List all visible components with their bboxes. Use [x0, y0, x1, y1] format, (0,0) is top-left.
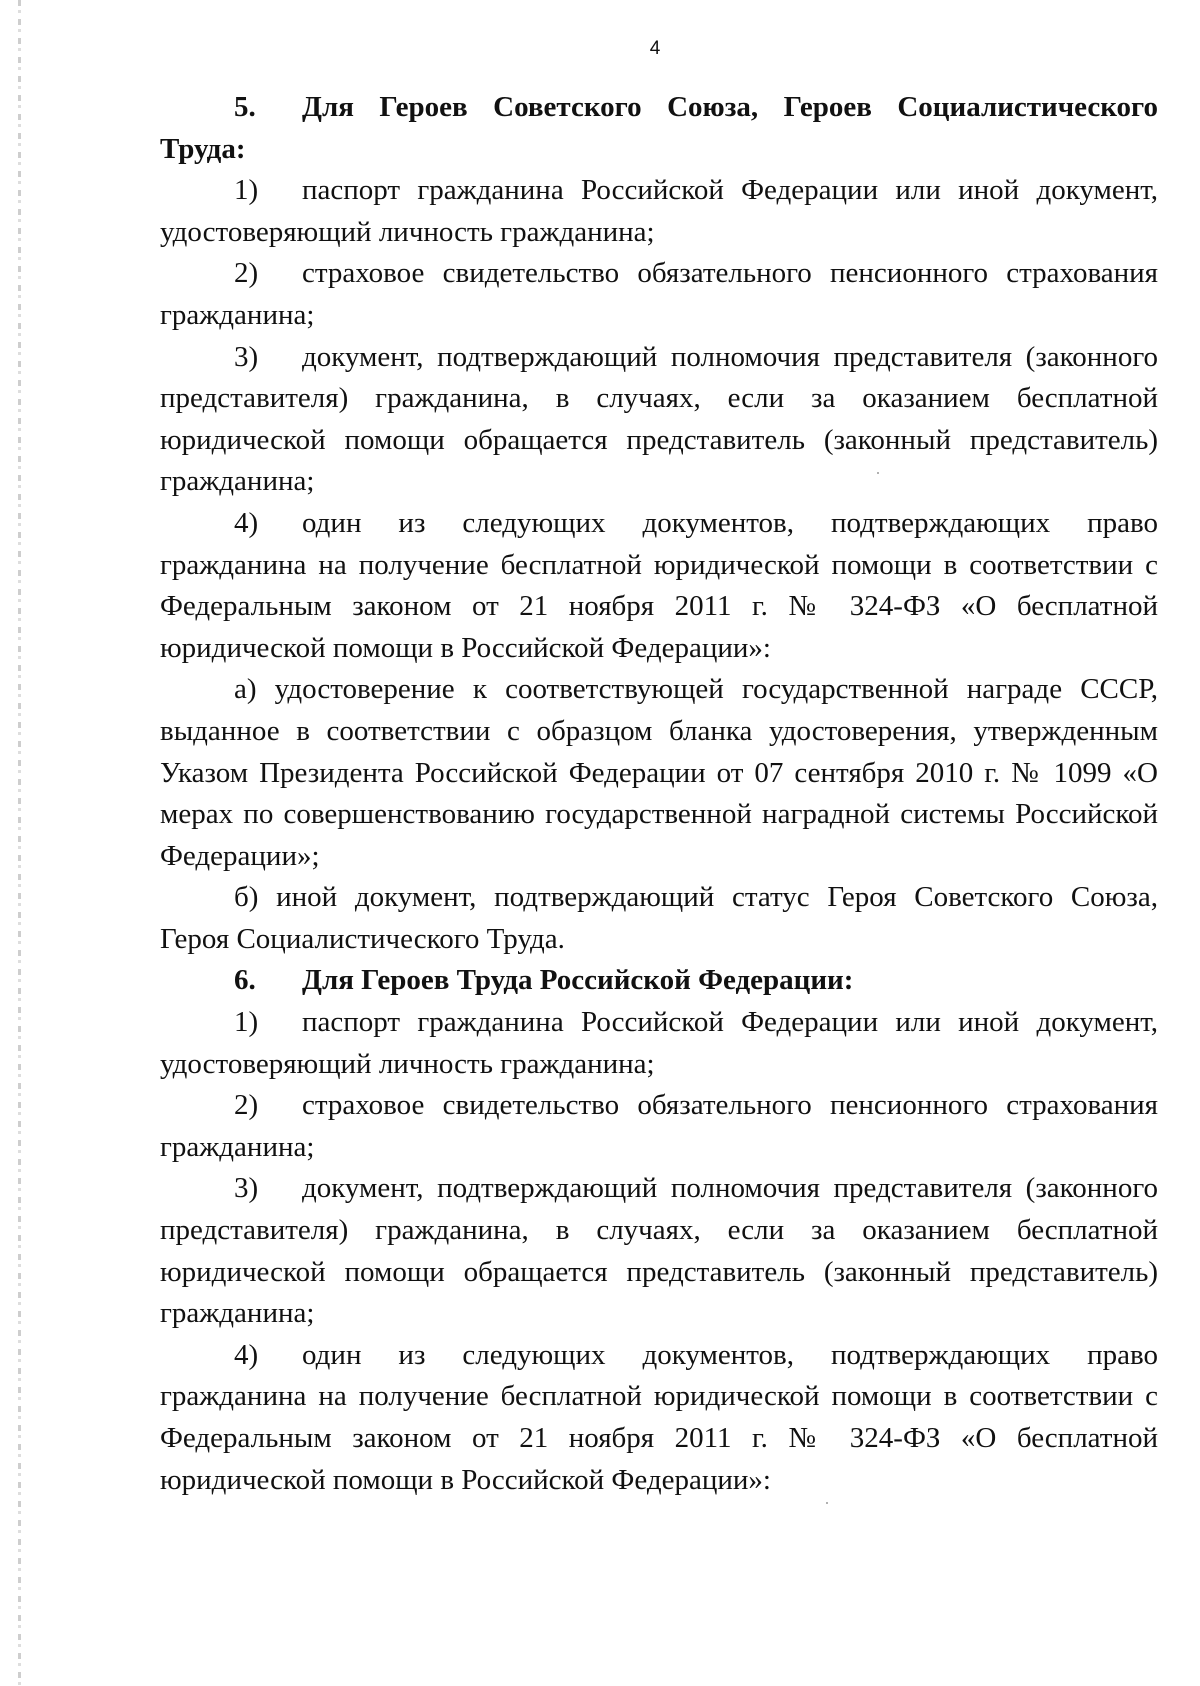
- item-text: документ, подтверждающий полномочия представителя (законного представителя) гражданина, в случаях, если за оказанием бесплатной юридической помощи обращается представитель (законный представитель) гражданина;: [160, 1172, 1158, 1330]
- item-text: паспорт гражданина Российской Федерации или иной документ, удостоверяющий личность гражданина;: [160, 1006, 1158, 1080]
- item-text: один из следующих документов, подтверждающих право гражданина на получение бесплатной юридической помощи в соответствии с Федеральным законом от 21 ноября 2011 г. № 324-ФЗ «О бесплатной юридической помощи в Российской Федерации»:: [160, 506, 1158, 664]
- item-number: 3): [234, 1172, 259, 1205]
- scan-speck: [826, 1502, 828, 1504]
- list-item: [160, 170, 1158, 253]
- list-item: [160, 1085, 1158, 1168]
- item-text: страховое свидетельство обязательного пенсионного страхования гражданина;: [160, 1089, 1158, 1163]
- document-body: [160, 87, 1158, 1501]
- section-number: 5.: [234, 91, 256, 123]
- section-5-heading: [160, 87, 1158, 170]
- item-number: 2): [234, 257, 259, 290]
- item-text: документ, подтверждающий полномочия представителя (законного представителя) гражданина, в случаях, если за оказанием бесплатной юридической помощи обращается представитель (законный представитель) гражданина;: [160, 340, 1158, 498]
- item-text: паспорт гражданина Российской Федерации или иной документ, удостоверяющий личность гражданина;: [160, 174, 1158, 248]
- section-title: Для Героев Труда Российской Федерации:: [302, 964, 854, 997]
- scan-edge-artifact: [18, 0, 21, 1686]
- item-number: 4): [234, 506, 259, 539]
- item-text: страховое свидетельство обязательного пенсионного страхования гражданина;: [160, 257, 1158, 331]
- list-item: [160, 1002, 1158, 1085]
- item-number: 1): [234, 174, 259, 207]
- section-title: Для Героев Советского Союза, Героев Социалистического Труда:: [160, 91, 1158, 165]
- list-item: [160, 1168, 1158, 1334]
- item-number: 1): [234, 1006, 259, 1039]
- page-number: 4: [649, 38, 661, 59]
- item-text: один из следующих документов, подтверждающих право гражданина на получение бесплатной юридической помощи в соответствии с Федеральным законом от 21 ноября 2011 г. № 324-ФЗ «О бесплатной юридической помощи в Российской Федерации»:: [160, 1338, 1158, 1496]
- sub-item: б) иной документ, подтверждающий статус Героя Советского Союза, Героя Социалистического Труда.: [160, 881, 1158, 955]
- list-item: [160, 503, 1158, 669]
- item-number: 2): [234, 1089, 259, 1122]
- sub-item: а) удостоверение к соответствующей государственной награде СССР, выданное в соответствии с образцом бланка удостоверения, утвержденным Указом Президента Российской Федерации от 07 сентября 2010 г. № 1099 «О мерах по совершенствованию государственной наградной системы Российской Федерации»;: [160, 673, 1158, 872]
- item-number: 3): [234, 340, 259, 373]
- list-item: [160, 337, 1158, 503]
- section-6-heading: [160, 960, 1158, 1002]
- list-item: [160, 1335, 1158, 1501]
- section-number: 6.: [234, 964, 256, 997]
- item-number: 4): [234, 1338, 259, 1371]
- list-item: [160, 253, 1158, 336]
